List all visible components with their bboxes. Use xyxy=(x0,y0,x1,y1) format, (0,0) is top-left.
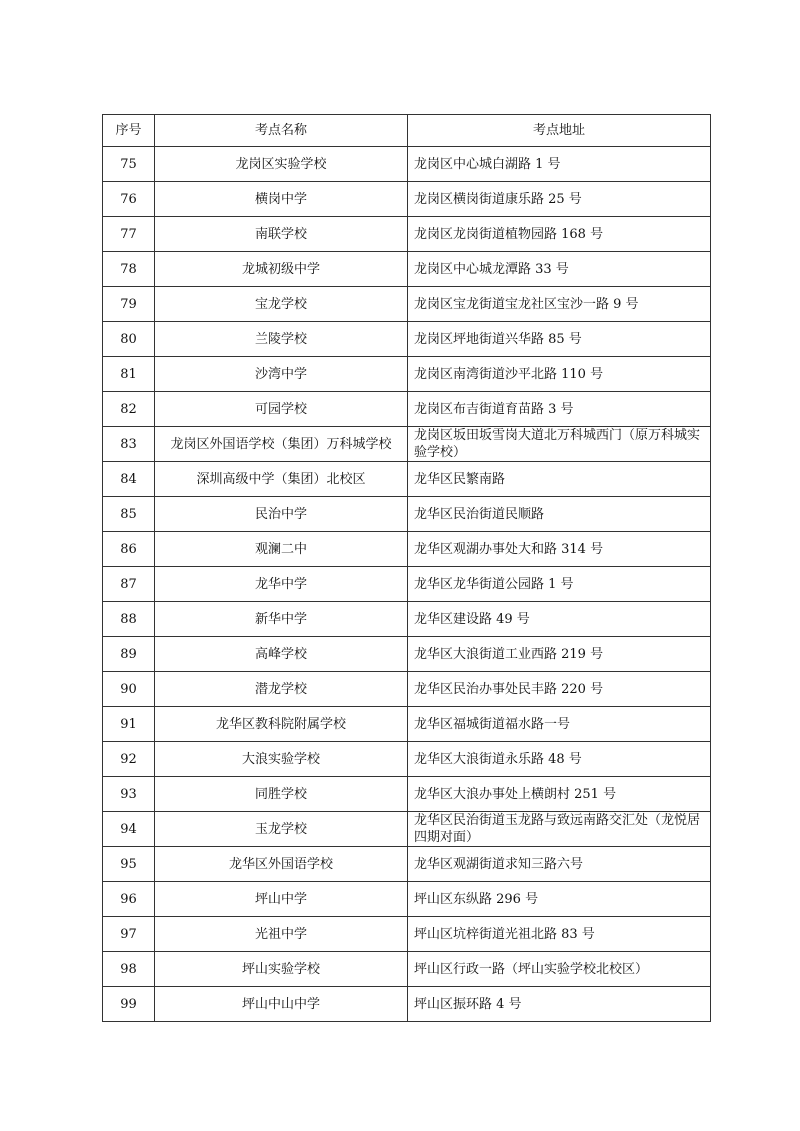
cell-number: 79 xyxy=(103,287,155,322)
cell-site-name: 兰陵学校 xyxy=(155,322,408,357)
table-row xyxy=(103,182,711,217)
cell-number: 91 xyxy=(103,707,155,742)
cell-site-name: 坪山中学 xyxy=(155,882,408,917)
cell-site-address: 龙华区观湖办事处大和路 314 号 xyxy=(408,532,711,567)
cell-site-address: 龙华区大浪街道永乐路 48 号 xyxy=(408,742,711,777)
table-header xyxy=(103,115,711,147)
table-row xyxy=(103,602,711,637)
cell-site-name: 可园学校 xyxy=(155,392,408,427)
table-row xyxy=(103,322,711,357)
cell-number: 80 xyxy=(103,322,155,357)
table-row xyxy=(103,497,711,532)
cell-number: 81 xyxy=(103,357,155,392)
header-number: 序号 xyxy=(103,115,155,147)
cell-site-name: 新华中学 xyxy=(155,602,408,637)
cell-site-address: 龙岗区龙岗街道植物园路 168 号 xyxy=(408,217,711,252)
table-row xyxy=(103,812,711,847)
table-row xyxy=(103,637,711,672)
table-row xyxy=(103,847,711,882)
table-row xyxy=(103,357,711,392)
table-row xyxy=(103,392,711,427)
cell-site-name: 深圳高级中学（集团）北校区 xyxy=(155,462,408,497)
cell-site-address: 龙岗区横岗街道康乐路 25 号 xyxy=(408,182,711,217)
cell-site-address: 龙华区龙华街道公园路 1 号 xyxy=(408,567,711,602)
cell-site-address: 坪山区坑梓街道光祖北路 83 号 xyxy=(408,917,711,952)
cell-number: 86 xyxy=(103,532,155,567)
table-row xyxy=(103,777,711,812)
cell-number: 88 xyxy=(103,602,155,637)
cell-site-name: 高峰学校 xyxy=(155,637,408,672)
cell-number: 87 xyxy=(103,567,155,602)
table-row xyxy=(103,217,711,252)
cell-site-address: 龙华区建设路 49 号 xyxy=(408,602,711,637)
cell-number: 96 xyxy=(103,882,155,917)
cell-site-name: 龙岗区实验学校 xyxy=(155,147,408,182)
cell-site-name: 坪山中山中学 xyxy=(155,987,408,1022)
cell-site-name: 龙华中学 xyxy=(155,567,408,602)
table-row xyxy=(103,252,711,287)
cell-site-name: 龙华区教科院附属学校 xyxy=(155,707,408,742)
cell-number: 85 xyxy=(103,497,155,532)
cell-site-address: 龙岗区坪地街道兴华路 85 号 xyxy=(408,322,711,357)
cell-number: 94 xyxy=(103,812,155,847)
table-row xyxy=(103,147,711,182)
cell-site-address: 龙岗区南湾街道沙平北路 110 号 xyxy=(408,357,711,392)
cell-site-name: 潜龙学校 xyxy=(155,672,408,707)
cell-number: 76 xyxy=(103,182,155,217)
header-row xyxy=(103,115,711,147)
table-row xyxy=(103,532,711,567)
table-row xyxy=(103,427,711,462)
cell-number: 93 xyxy=(103,777,155,812)
cell-site-address: 坪山区振环路 4 号 xyxy=(408,987,711,1022)
cell-number: 95 xyxy=(103,847,155,882)
cell-site-address: 龙华区民繁南路 xyxy=(408,462,711,497)
cell-site-address: 龙岗区中心城白湖路 1 号 xyxy=(408,147,711,182)
table-row xyxy=(103,987,711,1022)
cell-number: 90 xyxy=(103,672,155,707)
cell-number: 89 xyxy=(103,637,155,672)
cell-number: 75 xyxy=(103,147,155,182)
table-row xyxy=(103,742,711,777)
cell-site-name: 横岗中学 xyxy=(155,182,408,217)
cell-number: 83 xyxy=(103,427,155,462)
cell-site-address: 龙华区民治街道玉龙路与致远南路交汇处（龙悦居四期对面） xyxy=(408,812,711,847)
table-body xyxy=(103,147,711,1022)
cell-site-address: 龙岗区宝龙街道宝龙社区宝沙一路 9 号 xyxy=(408,287,711,322)
cell-site-name: 龙城初级中学 xyxy=(155,252,408,287)
cell-site-name: 沙湾中学 xyxy=(155,357,408,392)
header-site-address: 考点地址 xyxy=(408,115,711,147)
cell-site-name: 民治中学 xyxy=(155,497,408,532)
cell-site-address: 龙华区民治办事处民丰路 220 号 xyxy=(408,672,711,707)
table-row xyxy=(103,707,711,742)
table-row xyxy=(103,672,711,707)
cell-site-address: 龙岗区布吉街道育苗路 3 号 xyxy=(408,392,711,427)
cell-site-name: 玉龙学校 xyxy=(155,812,408,847)
exam-sites-table xyxy=(102,114,711,1022)
cell-number: 82 xyxy=(103,392,155,427)
cell-site-name: 观澜二中 xyxy=(155,532,408,567)
table-row xyxy=(103,287,711,322)
cell-site-name: 南联学校 xyxy=(155,217,408,252)
cell-site-name: 龙岗区外国语学校（集团）万科城学校 xyxy=(155,427,408,462)
cell-site-address: 龙华区民治街道民顺路 xyxy=(408,497,711,532)
cell-site-name: 大浪实验学校 xyxy=(155,742,408,777)
cell-site-address: 龙华区大浪街道工业西路 219 号 xyxy=(408,637,711,672)
cell-site-name: 坪山实验学校 xyxy=(155,952,408,987)
cell-number: 84 xyxy=(103,462,155,497)
cell-number: 97 xyxy=(103,917,155,952)
cell-site-address: 龙华区福城街道福水路一号 xyxy=(408,707,711,742)
cell-site-address: 龙岗区中心城龙潭路 33 号 xyxy=(408,252,711,287)
cell-site-address: 坪山区东纵路 296 号 xyxy=(408,882,711,917)
cell-site-name: 光祖中学 xyxy=(155,917,408,952)
cell-site-address: 龙华区观湖街道求知三路六号 xyxy=(408,847,711,882)
cell-site-name: 龙华区外国语学校 xyxy=(155,847,408,882)
cell-number: 78 xyxy=(103,252,155,287)
table-row xyxy=(103,462,711,497)
cell-site-address: 龙岗区坂田坂雪岗大道北万科城西门（原万科城实验学校） xyxy=(408,427,711,462)
header-site-name: 考点名称 xyxy=(155,115,408,147)
cell-site-name: 同胜学校 xyxy=(155,777,408,812)
table-row xyxy=(103,952,711,987)
cell-number: 77 xyxy=(103,217,155,252)
table-row xyxy=(103,567,711,602)
cell-number: 92 xyxy=(103,742,155,777)
cell-site-address: 龙华区大浪办事处上横朗村 251 号 xyxy=(408,777,711,812)
cell-site-address: 坪山区行政一路（坪山实验学校北校区） xyxy=(408,952,711,987)
table-row xyxy=(103,917,711,952)
cell-number: 99 xyxy=(103,987,155,1022)
table-row xyxy=(103,882,711,917)
cell-number: 98 xyxy=(103,952,155,987)
cell-site-name: 宝龙学校 xyxy=(155,287,408,322)
